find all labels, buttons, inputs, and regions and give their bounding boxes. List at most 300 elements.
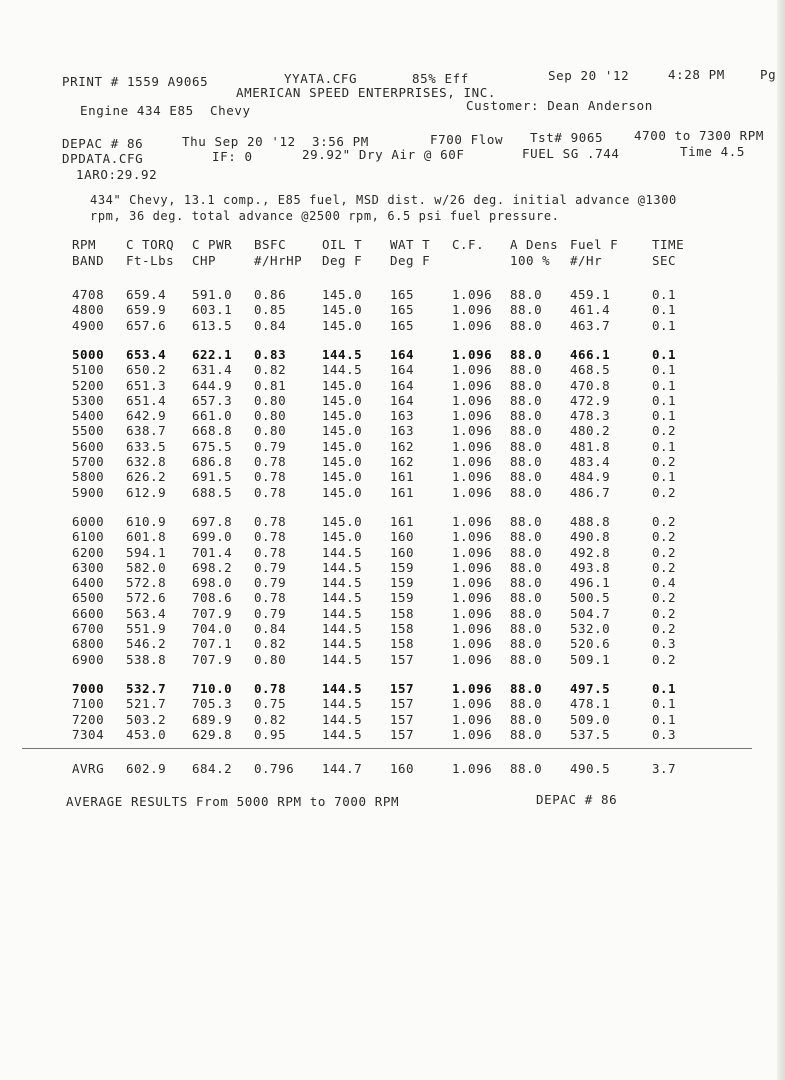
rpm-cell: AVRG: [72, 761, 105, 776]
rpm-cell: 7000: [72, 680, 105, 696]
bsfc-cell: 0.80: [254, 408, 287, 424]
power-cell: 707.9: [192, 651, 233, 667]
table-row: [58, 697, 708, 711]
bsfc-cell: #/HrHP: [254, 253, 303, 268]
torque-cell: 546.2: [126, 636, 167, 652]
fuel-flow-cell: 472.9: [570, 392, 611, 408]
bsfc-cell: 0.75: [254, 696, 287, 712]
aro-value: 1ARO:29.92: [76, 167, 158, 182]
oil-temp-cell: 144.5: [322, 605, 363, 621]
fuel-flow-cell: 481.8: [570, 438, 611, 454]
cf-cell: 1.096: [452, 454, 493, 469]
torque-cell: 521.7: [126, 696, 167, 712]
torque-cell: 610.9: [126, 513, 167, 529]
time-cell: TIME: [652, 237, 685, 252]
power-cell: 701.4: [192, 544, 233, 560]
water-temp-cell: 161: [390, 513, 415, 529]
cf-cell: 1.096: [452, 761, 493, 776]
bsfc-cell: 0.80: [254, 423, 287, 439]
test-number: Tst# 9065: [530, 130, 604, 145]
power-cell: 704.0: [192, 621, 233, 636]
company-name: AMERICAN SPEED ENTERPRISES, INC.: [236, 85, 497, 100]
air-density-cell: 88.0: [510, 346, 543, 362]
rpm-cell: 5000: [72, 346, 105, 362]
oil-temp-cell: 145.0: [322, 529, 363, 545]
time-cell: 0.3: [652, 726, 677, 742]
rpm-cell: 6700: [72, 621, 105, 636]
oil-temp-cell: 144.5: [322, 575, 363, 591]
time-cell: 0.2: [652, 529, 677, 545]
water-temp-cell: 158: [390, 605, 415, 621]
power-cell: 698.2: [192, 559, 233, 575]
power-cell: 697.8: [192, 513, 233, 529]
bsfc-cell: 0.79: [254, 559, 287, 575]
water-temp-cell: 157: [390, 726, 415, 742]
torque-cell: 563.4: [126, 605, 167, 621]
table-row: [58, 515, 708, 529]
water-temp-cell: Deg F: [390, 253, 431, 268]
power-cell: 668.8: [192, 423, 233, 439]
table-row: [58, 319, 708, 333]
table-row: [58, 637, 708, 651]
bsfc-cell: 0.78: [254, 454, 287, 469]
rpm-cell: 6800: [72, 636, 105, 652]
air-density-cell: 88.0: [510, 711, 543, 727]
fuel-flow-cell: 486.7: [570, 484, 611, 500]
torque-cell: 651.4: [126, 392, 167, 408]
cf-cell: 1.096: [452, 287, 493, 302]
air-density-cell: 88.0: [510, 469, 543, 485]
rpm-cell: 6500: [72, 590, 105, 606]
bsfc-cell: 0.84: [254, 317, 287, 333]
rpm-cell: 6400: [72, 575, 105, 591]
torque-cell: 503.2: [126, 711, 167, 727]
water-temp-cell: 157: [390, 711, 415, 727]
air-density-cell: 88.0: [510, 605, 543, 621]
water-temp-cell: 162: [390, 438, 415, 454]
power-cell: 686.8: [192, 454, 233, 469]
oil-temp-cell: 145.0: [322, 392, 363, 408]
torque-cell: 551.9: [126, 621, 167, 636]
table-row: [58, 440, 708, 454]
power-cell: 613.5: [192, 317, 233, 333]
table-row: [58, 409, 708, 423]
water-temp-cell: 160: [390, 544, 415, 560]
air-density-cell: 88.0: [510, 287, 543, 302]
time-cell: 0.1: [652, 696, 677, 712]
power-cell: 661.0: [192, 408, 233, 424]
cf-cell: 1.096: [452, 605, 493, 621]
torque-cell: 650.2: [126, 362, 167, 378]
water-temp-cell: 159: [390, 575, 415, 591]
oil-temp-cell: 145.0: [322, 302, 363, 318]
time-cell: 0.1: [652, 392, 677, 408]
fuel-flow-cell: 500.5: [570, 590, 611, 606]
fuel-flow-cell: 483.4: [570, 454, 611, 469]
time-cell: 0.2: [652, 484, 677, 500]
table-row: [58, 622, 708, 636]
if-value: IF: 0: [212, 149, 253, 164]
rpm-cell: 5700: [72, 454, 105, 469]
oil-temp-cell: 144.5: [322, 651, 363, 667]
power-cell: 622.1: [192, 346, 233, 362]
water-temp-cell: 165: [390, 287, 415, 302]
table-row: [58, 561, 708, 575]
rpm-cell: 6100: [72, 529, 105, 545]
cf-cell: 1.096: [452, 346, 493, 362]
oil-temp-cell: OIL T: [322, 237, 363, 252]
time-cell: 0.1: [652, 317, 677, 333]
cf-cell: 1.096: [452, 559, 493, 575]
bsfc-cell: 0.78: [254, 484, 287, 500]
table-row: [58, 424, 708, 438]
table-row: [58, 546, 708, 560]
fuel-flow-cell: 537.5: [570, 726, 611, 742]
air-density-cell: 88.0: [510, 621, 543, 636]
rpm-cell: 5100: [72, 362, 105, 378]
torque-cell: Ft-Lbs: [126, 253, 175, 268]
rpm-cell: 6900: [72, 651, 105, 667]
rpm-cell: BAND: [72, 253, 105, 268]
cf-cell: 1.096: [452, 469, 493, 485]
air-density-cell: 88.0: [510, 590, 543, 606]
air-condition: 29.92" Dry Air @ 60F: [302, 147, 465, 162]
paper-edge: [777, 0, 785, 1080]
torque-cell: 633.5: [126, 438, 167, 454]
torque-cell: 659.4: [126, 287, 167, 302]
average-row: [58, 762, 708, 776]
air-density-cell: 88.0: [510, 423, 543, 439]
bsfc-cell: 0.80: [254, 651, 287, 667]
water-temp-cell: 164: [390, 346, 415, 362]
cf-cell: 1.096: [452, 423, 493, 439]
power-cell: 688.5: [192, 484, 233, 500]
power-cell: 708.6: [192, 590, 233, 606]
fuel-flow-cell: 490.5: [570, 761, 611, 776]
time-cell: 0.4: [652, 575, 677, 591]
power-cell: 710.0: [192, 680, 233, 696]
table-row: [58, 607, 708, 621]
power-cell: 689.9: [192, 711, 233, 727]
fuel-flow-cell: 509.1: [570, 651, 611, 667]
page-label: Pg: [760, 67, 777, 82]
time-cell: 0.2: [652, 605, 677, 621]
time-cell: 0.1: [652, 680, 677, 696]
water-temp-cell: 164: [390, 377, 415, 393]
rpm-cell: 7100: [72, 696, 105, 712]
config-file: YYATA.CFG: [284, 71, 358, 86]
torque-cell: 532.7: [126, 680, 167, 696]
rpm-cell: 6200: [72, 544, 105, 560]
time-cell: 0.1: [652, 362, 677, 378]
oil-temp-cell: 144.5: [322, 362, 363, 378]
cf-cell: 1.096: [452, 726, 493, 742]
efficiency: 85% Eff: [412, 71, 469, 86]
table-row: [58, 713, 708, 727]
torque-cell: 453.0: [126, 726, 167, 742]
torque-cell: C TORQ: [126, 237, 175, 252]
table-row: [58, 470, 708, 484]
power-cell: 644.9: [192, 377, 233, 393]
table-row: [58, 394, 708, 408]
rpm-cell: 4900: [72, 317, 105, 333]
cf-cell: 1.096: [452, 529, 493, 545]
table-row: [58, 363, 708, 377]
power-cell: 699.0: [192, 529, 233, 545]
description-line-1: 434" Chevy, 13.1 comp., E85 fuel, MSD dist. w/26 deg. initial advance @1300: [90, 193, 677, 207]
water-temp-cell: 165: [390, 317, 415, 333]
power-cell: 657.3: [192, 392, 233, 408]
oil-temp-cell: 145.0: [322, 513, 363, 529]
bsfc-cell: 0.82: [254, 711, 287, 727]
water-temp-cell: 161: [390, 469, 415, 485]
water-temp-cell: 164: [390, 392, 415, 408]
water-temp-cell: 163: [390, 408, 415, 424]
torque-cell: 594.1: [126, 544, 167, 560]
air-density-cell: A Dens: [510, 237, 559, 252]
fuel-flow-cell: 490.8: [570, 529, 611, 545]
time-cell: 0.1: [652, 377, 677, 393]
oil-temp-cell: 145.0: [322, 438, 363, 454]
water-temp-cell: 160: [390, 761, 415, 776]
rpm-cell: 5900: [72, 484, 105, 500]
cf-cell: 1.096: [452, 392, 493, 408]
power-cell: 591.0: [192, 287, 233, 302]
air-density-cell: 88.0: [510, 513, 543, 529]
time-cell: 3.7: [652, 761, 677, 776]
oil-temp-cell: 144.5: [322, 559, 363, 575]
rpm-cell: 4708: [72, 287, 105, 302]
water-temp-cell: 158: [390, 621, 415, 636]
fuel-flow-cell: 470.8: [570, 377, 611, 393]
oil-temp-cell: 144.5: [322, 636, 363, 652]
air-density-cell: 88.0: [510, 696, 543, 712]
bsfc-cell: 0.81: [254, 377, 287, 393]
torque-cell: 657.6: [126, 317, 167, 333]
fuel-flow-cell: 520.6: [570, 636, 611, 652]
air-density-cell: 88.0: [510, 302, 543, 318]
power-cell: 675.5: [192, 438, 233, 454]
rpm-cell: 4800: [72, 302, 105, 318]
time-cell: 0.2: [652, 513, 677, 529]
water-temp-cell: 157: [390, 696, 415, 712]
air-density-cell: 88.0: [510, 438, 543, 454]
rpm-cell: 5400: [72, 408, 105, 424]
air-density-cell: 100 %: [510, 253, 551, 268]
test-time: Time 4.5: [680, 144, 746, 159]
rpm-range: 4700 to 7300 RPM: [634, 128, 765, 143]
oil-temp-cell: 145.0: [322, 454, 363, 469]
air-density-cell: 88.0: [510, 454, 543, 469]
rpm-cell: RPM: [72, 237, 97, 252]
fuel-flow-cell: 509.0: [570, 711, 611, 727]
fuel-flow-cell: 468.5: [570, 362, 611, 378]
cf-cell: 1.096: [452, 590, 493, 606]
time-cell: 0.2: [652, 621, 677, 636]
torque-cell: 651.3: [126, 377, 167, 393]
fuel-flow-cell: #/Hr: [570, 253, 603, 268]
water-temp-cell: WAT T: [390, 237, 431, 252]
cf-cell: 1.096: [452, 544, 493, 560]
bsfc-cell: 0.79: [254, 605, 287, 621]
air-density-cell: 88.0: [510, 575, 543, 591]
power-cell: CHP: [192, 253, 217, 268]
water-temp-cell: 165: [390, 302, 415, 318]
table-row: [58, 530, 708, 544]
torque-cell: 659.9: [126, 302, 167, 318]
bsfc-cell: 0.78: [254, 590, 287, 606]
air-density-cell: 88.0: [510, 529, 543, 545]
oil-temp-cell: 144.5: [322, 696, 363, 712]
table-row: [58, 288, 708, 302]
power-cell: 629.8: [192, 726, 233, 742]
table-row: [58, 348, 708, 362]
fuel-flow-cell: 496.1: [570, 575, 611, 591]
bsfc-cell: 0.796: [254, 761, 295, 776]
print-time: 4:28 PM: [668, 67, 725, 82]
torque-cell: 582.0: [126, 559, 167, 575]
fuel-flow-cell: 492.8: [570, 544, 611, 560]
air-density-cell: 88.0: [510, 317, 543, 333]
bsfc-cell: 0.78: [254, 529, 287, 545]
time-cell: 0.1: [652, 408, 677, 424]
table-row: [58, 653, 708, 667]
cf-cell: 1.096: [452, 377, 493, 393]
time-cell: SEC: [652, 253, 677, 268]
air-density-cell: 88.0: [510, 680, 543, 696]
oil-temp-cell: 145.0: [322, 484, 363, 500]
description-line-2: rpm, 36 deg. total advance @2500 rpm, 6.5 psi fuel pressure.: [90, 209, 560, 223]
dpdata-file: DPDATA.CFG: [62, 151, 144, 166]
time-cell: 0.2: [652, 544, 677, 560]
bsfc-cell: 0.78: [254, 469, 287, 485]
torque-cell: 538.8: [126, 651, 167, 667]
bsfc-cell: 0.78: [254, 513, 287, 529]
table-row: [58, 455, 708, 469]
fuel-flow-cell: 480.2: [570, 423, 611, 439]
time-cell: 0.1: [652, 346, 677, 362]
oil-temp-cell: 145.0: [322, 287, 363, 302]
air-density-cell: 88.0: [510, 408, 543, 424]
water-temp-cell: 159: [390, 559, 415, 575]
air-density-cell: 88.0: [510, 377, 543, 393]
cf-cell: 1.096: [452, 621, 493, 636]
rpm-cell: 5500: [72, 423, 105, 439]
oil-temp-cell: 145.0: [322, 423, 363, 439]
rpm-cell: 5200: [72, 377, 105, 393]
air-density-cell: 88.0: [510, 362, 543, 378]
torque-cell: 572.8: [126, 575, 167, 591]
air-density-cell: 88.0: [510, 726, 543, 742]
power-cell: 691.5: [192, 469, 233, 485]
water-temp-cell: 162: [390, 454, 415, 469]
time-cell: 0.2: [652, 590, 677, 606]
column-header-bottom: [58, 254, 708, 268]
cf-cell: 1.096: [452, 711, 493, 727]
cf-cell: 1.096: [452, 513, 493, 529]
cf-cell: 1.096: [452, 408, 493, 424]
bsfc-cell: 0.79: [254, 438, 287, 454]
torque-cell: 601.8: [126, 529, 167, 545]
cf-cell: 1.096: [452, 575, 493, 591]
fuel-flow-cell: 484.9: [570, 469, 611, 485]
fuel-flow-cell: 488.8: [570, 513, 611, 529]
torque-cell: 632.8: [126, 454, 167, 469]
test-datetime: Thu Sep 20 '12 3:56 PM: [182, 134, 369, 149]
cf-cell: 1.096: [452, 651, 493, 667]
oil-temp-cell: 144.5: [322, 544, 363, 560]
torque-cell: 653.4: [126, 346, 167, 362]
air-density-cell: 88.0: [510, 559, 543, 575]
oil-temp-cell: 145.0: [322, 408, 363, 424]
average-divider: [22, 748, 752, 749]
rpm-cell: 5600: [72, 438, 105, 454]
fuel-flow-cell: 459.1: [570, 287, 611, 302]
air-density-cell: 88.0: [510, 392, 543, 408]
water-temp-cell: 157: [390, 680, 415, 696]
bsfc-cell: 0.82: [254, 362, 287, 378]
bsfc-cell: 0.83: [254, 346, 287, 362]
time-cell: 0.2: [652, 651, 677, 667]
oil-temp-cell: 144.5: [322, 726, 363, 742]
oil-temp-cell: 144.5: [322, 346, 363, 362]
rpm-cell: 5300: [72, 392, 105, 408]
time-cell: 0.1: [652, 438, 677, 454]
footer-depac: DEPAC # 86: [536, 792, 618, 807]
flow-label: F700 Flow: [430, 132, 504, 147]
bsfc-cell: 0.82: [254, 636, 287, 652]
time-cell: 0.2: [652, 423, 677, 439]
oil-temp-cell: 144.5: [322, 680, 363, 696]
time-cell: 0.1: [652, 287, 677, 302]
rpm-cell: 6300: [72, 559, 105, 575]
rpm-cell: 5800: [72, 469, 105, 485]
water-temp-cell: 163: [390, 423, 415, 439]
fuel-sg: FUEL SG .744: [522, 146, 620, 161]
rpm-cell: 6600: [72, 605, 105, 621]
cf-cell: 1.096: [452, 696, 493, 712]
fuel-flow-cell: 497.5: [570, 680, 611, 696]
torque-cell: 602.9: [126, 761, 167, 776]
cf-cell: 1.096: [452, 362, 493, 378]
table-row: [58, 379, 708, 393]
air-density-cell: 88.0: [510, 651, 543, 667]
bsfc-cell: 0.78: [254, 544, 287, 560]
fuel-flow-cell: 463.7: [570, 317, 611, 333]
oil-temp-cell: 145.0: [322, 317, 363, 333]
table-row: [58, 486, 708, 500]
bsfc-cell: 0.86: [254, 287, 287, 302]
oil-temp-cell: 144.7: [322, 761, 363, 776]
cf-cell: C.F.: [452, 237, 485, 252]
oil-temp-cell: 145.0: [322, 377, 363, 393]
cf-cell: 1.096: [452, 302, 493, 318]
air-density-cell: 88.0: [510, 761, 543, 776]
water-temp-cell: 157: [390, 651, 415, 667]
power-cell: 707.9: [192, 605, 233, 621]
table-row: [58, 303, 708, 317]
fuel-flow-cell: Fuel F: [570, 237, 619, 252]
power-cell: C PWR: [192, 237, 233, 252]
bsfc-cell: 0.79: [254, 575, 287, 591]
power-cell: 705.3: [192, 696, 233, 712]
bsfc-cell: BSFC: [254, 237, 287, 252]
time-cell: 0.2: [652, 559, 677, 575]
table-row: [58, 576, 708, 590]
table-row: [58, 591, 708, 605]
bsfc-cell: 0.78: [254, 680, 287, 696]
oil-temp-cell: 145.0: [322, 469, 363, 485]
